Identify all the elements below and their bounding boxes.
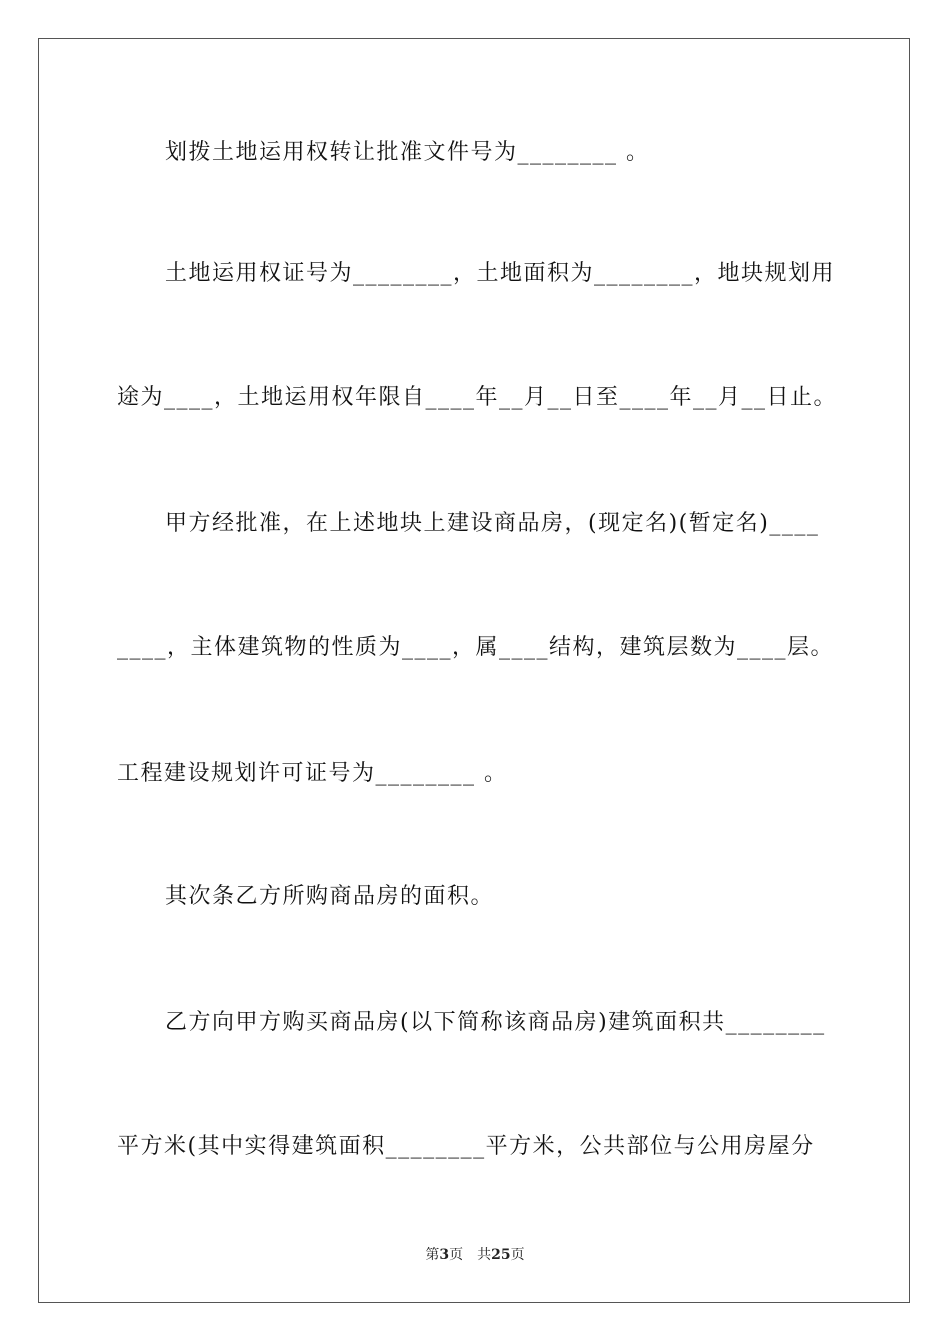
text-line: 其次条乙方所购商品房的面积。	[165, 884, 495, 909]
total-prefix: 共	[477, 1247, 492, 1263]
text-line: 甲方经批准，在上述地块上建设商品房，(现定名)(暂定名)____	[165, 511, 820, 536]
total-pages: 25	[491, 1247, 511, 1263]
text-line: 平方米(其中实得建筑面积________平方米，公共部位与公用房屋分	[117, 1134, 815, 1159]
page-prefix: 第	[425, 1247, 440, 1263]
text-line: ____，主体建筑物的性质为____，属____结构，建筑层数为____层。	[117, 635, 835, 660]
page-border	[38, 38, 910, 1303]
page-number: 3	[439, 1247, 450, 1263]
text-line: 乙方向甲方购买商品房(以下简称该商品房)建筑面积共________	[165, 1010, 826, 1035]
total-suffix: 页	[510, 1247, 525, 1263]
text-line: 土地运用权证号为________，土地面积为________，地块规划用	[165, 261, 836, 286]
text-line: 工程建设规划许可证号为________ 。	[117, 761, 508, 786]
text-line: 途为____，土地运用权年限自____年__月__日至____年__月__日止。	[117, 385, 838, 410]
text-line: 划拨土地运用权转让批准文件号为________ 。	[165, 140, 650, 165]
page-footer	[0, 1246, 950, 1264]
page-suffix: 页	[449, 1247, 464, 1263]
